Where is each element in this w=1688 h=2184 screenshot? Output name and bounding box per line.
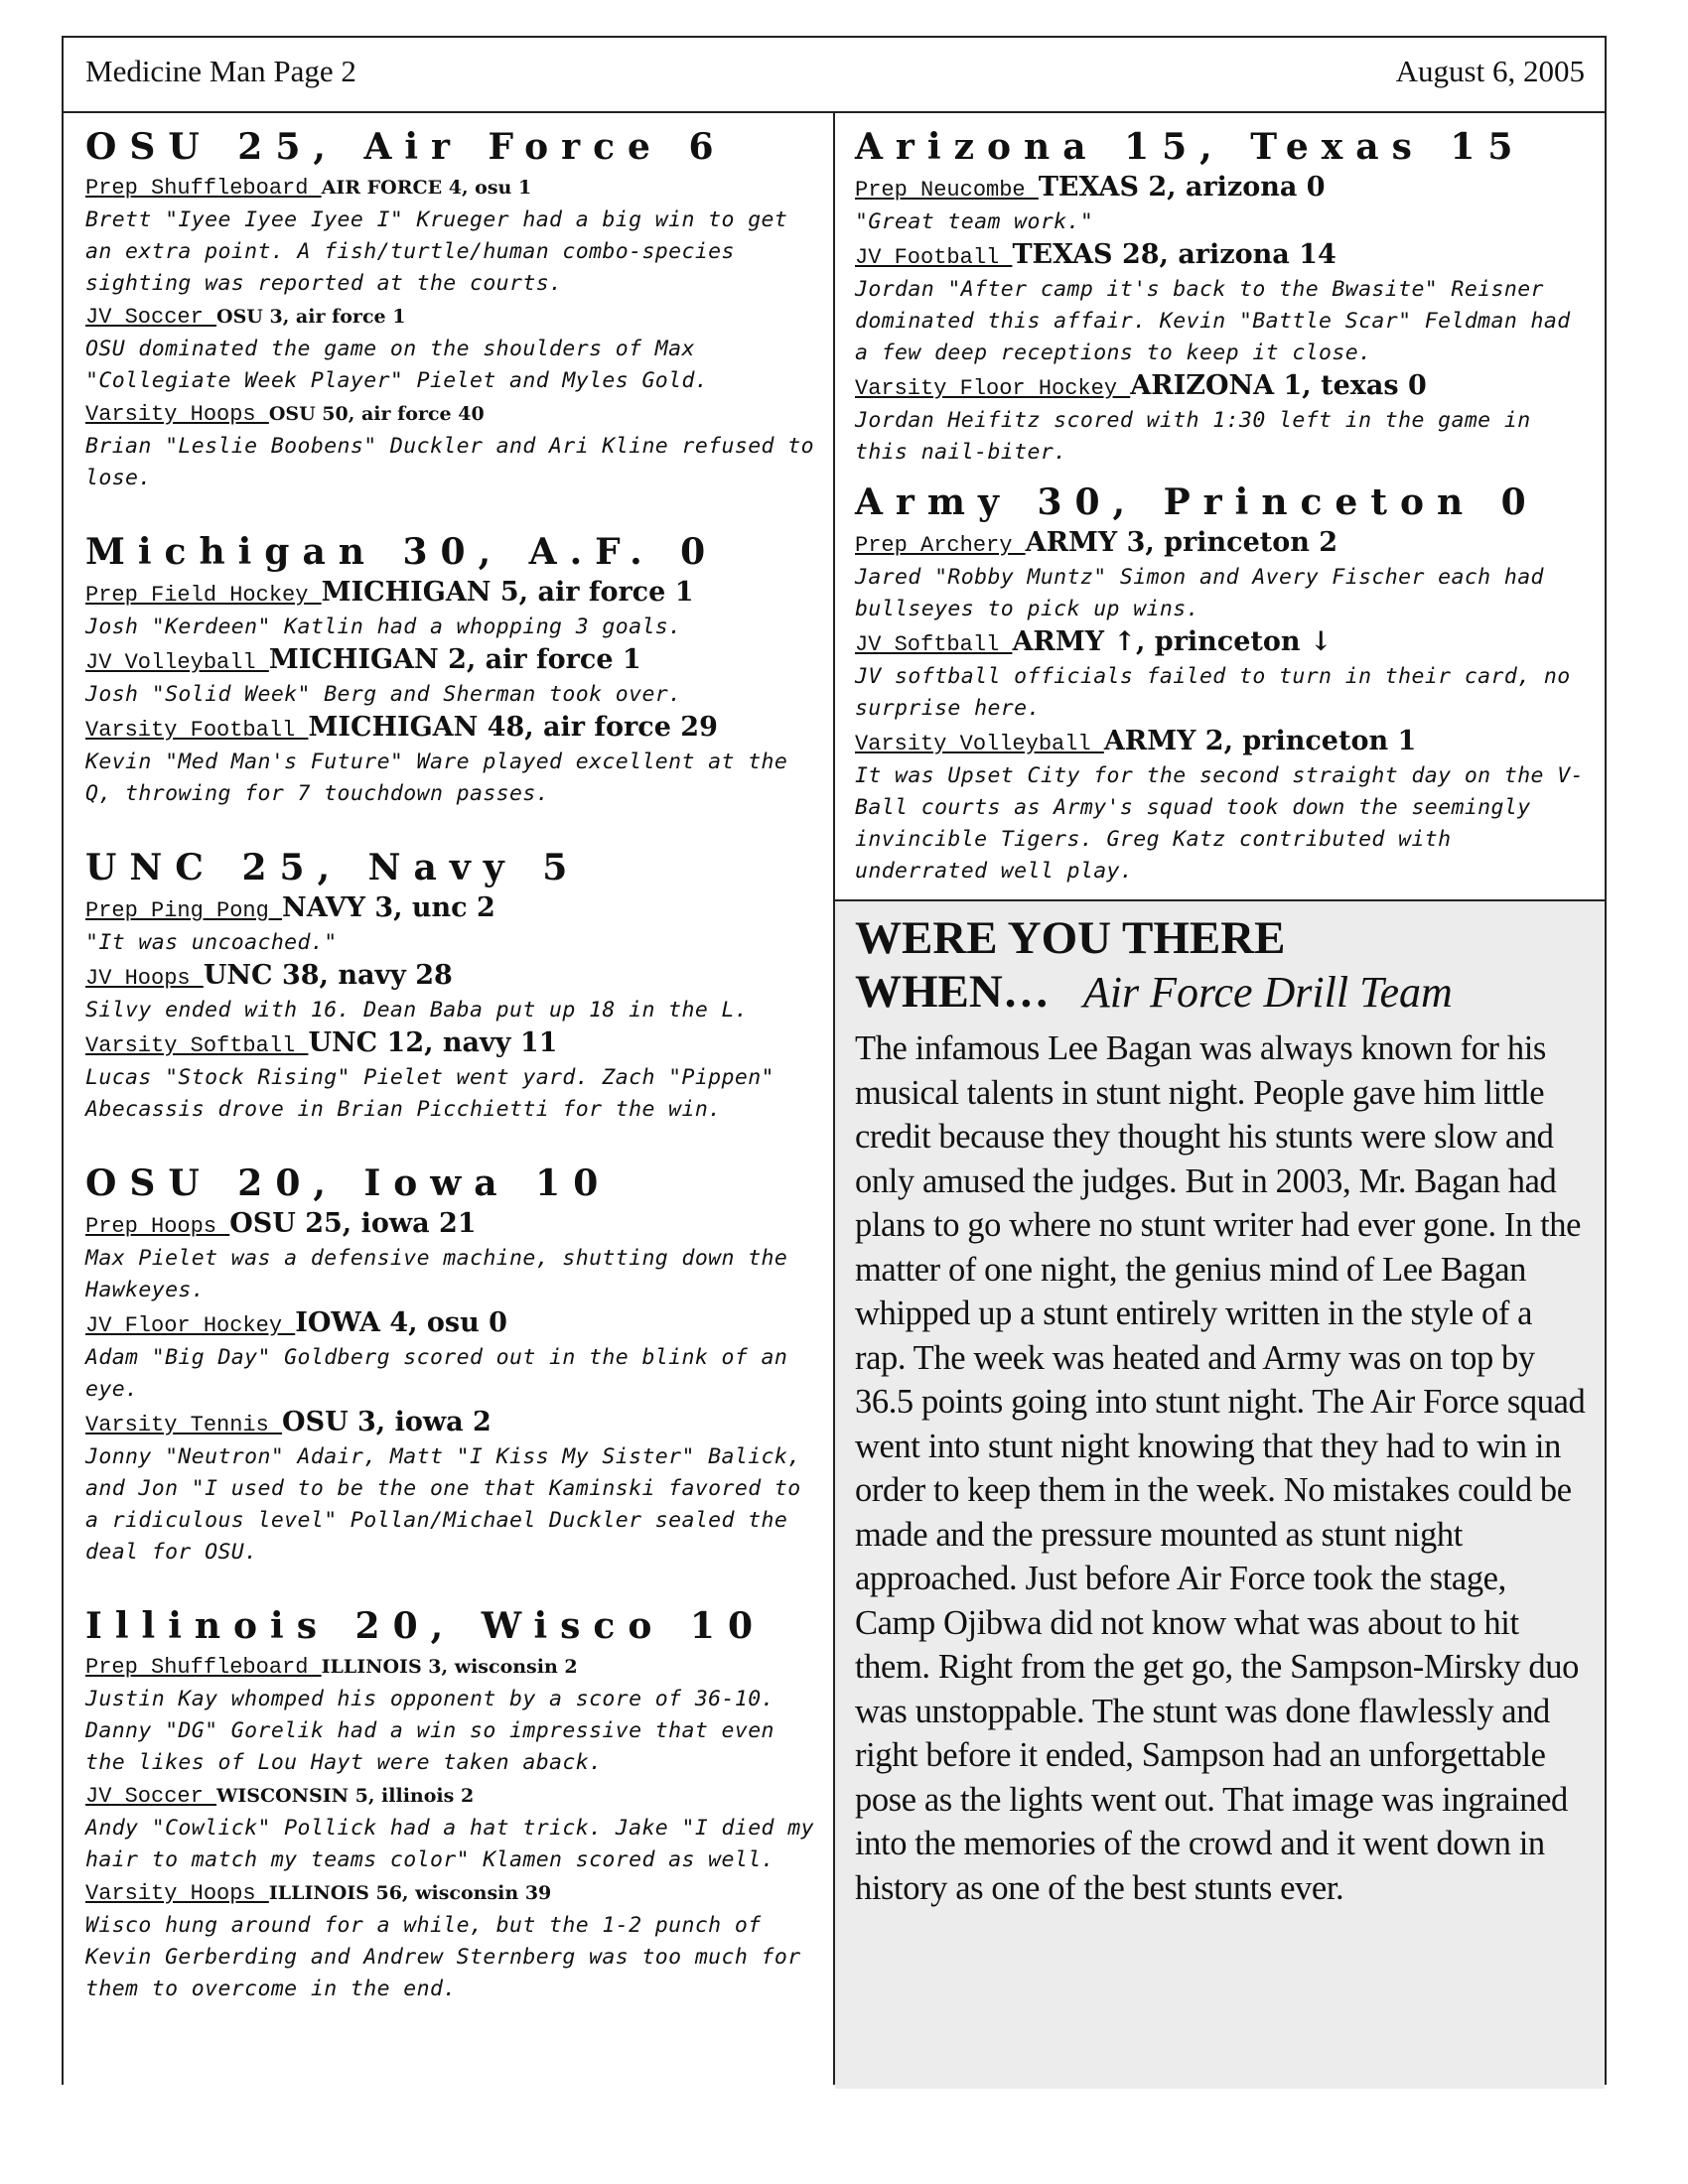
matchup-section — [855, 478, 1592, 887]
game-note: JV softball officials failed to turn in their card, no surprise here. — [855, 664, 1571, 721]
game-note: Brian "Leslie Boobens" Duckler and Ari Kline refused to lose. — [85, 434, 814, 490]
game-result-line — [85, 173, 820, 205]
game-note: Silvy ended with 16. Dean Baba put up 18 in the L. — [85, 998, 749, 1023]
game-level-label: Varsity Football — [85, 718, 309, 743]
game-note: Kevin "Med Man's Future" Ware played excellent at the Q, throwing for 7 touchdown passes. — [85, 750, 788, 806]
game-level-label: Varsity Hoops — [85, 402, 269, 427]
game-score: OSU 3, air force 1 — [216, 306, 406, 328]
matchup-headline: Arizona 15, Texas 15 — [855, 126, 1526, 168]
game-score: TEXAS 28, arizona 14 — [1012, 239, 1336, 270]
game-result-line — [855, 627, 1592, 661]
game-result — [85, 713, 820, 810]
feature-headline-line2 — [855, 965, 1453, 1019]
left-column — [85, 123, 820, 2039]
matchup-headline: Michigan 30, A.F. 0 — [85, 531, 719, 573]
game-result — [85, 1308, 820, 1406]
game-result — [85, 578, 820, 643]
page-header — [64, 38, 1605, 113]
game-level-label: Prep Shuffleboard — [85, 176, 322, 201]
game-level-label: Prep Shuffleboard — [85, 1655, 322, 1680]
game-level-label: JV Hoops — [85, 966, 204, 991]
game-result — [85, 645, 820, 711]
right-column — [855, 123, 1592, 897]
game-result-line — [85, 645, 820, 679]
game-score: OSU 25, iowa 21 — [229, 1208, 477, 1239]
matchup-section — [85, 1160, 820, 1569]
game-result — [855, 240, 1592, 369]
game-result — [85, 1652, 820, 1779]
feature-headline-line1: WERE YOU THERE — [855, 912, 1286, 964]
game-score: MICHIGAN 5, air force 1 — [321, 577, 694, 608]
feature-body: The infamous Lee Bagan was always known for his musical talents in stunt night. People gave him little credit because they thought his stunts were slow and only amused the judges. But in 2003, Mr. Bagan had plans to go where no stunt writer had ever gone. In the matter of one night, the genius mind of Lee Bagan whipped up a stunt entirely written in the style of a rap. The week was heated and Army was on top by 36.5 points going into stunt night. The Air Force squad went into stunt night knowing that they had to win in order to keep them in the week. No mistakes could be made and the pressure mounted as stunt night approached. Just before Air Force took the stage, Camp Ojibwa did not know what was about to hit them. Right from the get go, the Sampson-Mirsky duo was unstoppable. The stunt was done flawlessly and right before it ended, Sampson had an unforgettable pose as the lights went out. That image was ingrained into the memories of the crowd and it went down in history as one of the best stunts ever. — [855, 1029, 1586, 1907]
game-score: OSU 50, air force 40 — [268, 403, 485, 425]
game-note: Justin Kay whomped his opponent by a score of 36-10. Danny "DG" Gorelik had a win so impressive that even the likes of Lou Hayt were taken aback. — [85, 1687, 774, 1775]
game-level-label: Varsity Floor Hockey — [855, 376, 1131, 401]
game-note: It was Upset City for the second straight day on the V-Ball courts as Army's squad took down the seemingly invincible Tigers. Greg Katz contributed with underrated well play. — [855, 763, 1584, 884]
game-result — [855, 727, 1592, 887]
matchup-section — [85, 1602, 820, 2005]
game-score: ARIZONA 1, texas 0 — [1130, 370, 1427, 401]
game-note: Jordan "After camp it's back to the Bwasite" Reisner dominated this affair. Kevin "Battle Scar" Feldman had a few deep receptions to keep it close. — [855, 277, 1571, 365]
game-result — [85, 302, 820, 397]
game-result-line — [85, 1209, 820, 1243]
game-note: Max Pielet was a defensive machine, shutting down the Hawkeyes. — [85, 1246, 788, 1302]
game-level-label: Varsity Softball — [85, 1033, 309, 1058]
game-score: NAVY 3, unc 2 — [282, 892, 495, 923]
game-score: AIR FORCE 4, osu 1 — [321, 177, 532, 199]
game-level-label: JV Softball — [855, 632, 1013, 657]
game-level-label: JV Soccer — [85, 1784, 217, 1809]
game-result-line — [85, 1878, 820, 1910]
game-result-line — [85, 1028, 820, 1062]
game-result-line — [855, 727, 1592, 760]
feature-box — [835, 899, 1605, 2089]
game-note: Josh "Kerdeen" Katlin had a whopping 3 goals. — [85, 614, 682, 639]
game-result — [85, 1209, 820, 1306]
game-result-line — [85, 399, 820, 431]
game-score: UNC 38, navy 28 — [203, 960, 453, 991]
game-result — [85, 961, 820, 1026]
game-note: Jordan Heifitz scored with 1:30 left in the game in this nail-biter. — [855, 408, 1531, 465]
game-note: OSU dominated the game on the shoulders of Max "Collegiate Week Player" Pielet and Myles Gold. — [85, 337, 709, 393]
feature-headline-when: WHEN… — [855, 966, 1050, 1018]
game-result-line — [85, 1652, 820, 1684]
matchup-headline: Army 30, Princeton 0 — [855, 481, 1539, 523]
game-result-line — [855, 173, 1592, 206]
game-level-label: JV Floor Hockey — [85, 1313, 296, 1338]
matchup-headline: UNC 25, Navy 5 — [85, 847, 581, 888]
game-result — [85, 1878, 820, 2005]
issue-date: August 6, 2005 — [1395, 54, 1585, 88]
game-score: MICHIGAN 48, air force 29 — [308, 712, 718, 743]
matchup-headline: OSU 20, Iowa 10 — [85, 1162, 612, 1204]
game-result — [85, 893, 820, 959]
game-note: "Great team work." — [855, 209, 1094, 234]
game-result — [85, 1028, 820, 1126]
game-result-line — [85, 961, 820, 995]
game-result — [855, 627, 1592, 725]
game-score: ILLINOIS 56, wisconsin 39 — [268, 1882, 552, 1904]
game-result — [855, 528, 1592, 625]
newsletter-title: Medicine Man Page 2 — [85, 54, 356, 88]
game-result-line — [855, 371, 1592, 405]
feature-subtitle: Air Force Drill Team — [1082, 968, 1453, 1017]
game-level-label: JV Volleyball — [85, 650, 269, 675]
game-result-line — [85, 713, 820, 747]
game-score: ILLINOIS 3, wisconsin 2 — [321, 1656, 578, 1678]
game-note: Jared "Robby Muntz" Simon and Avery Fischer each had bullseyes to pick up wins. — [855, 565, 1544, 621]
game-result-line — [855, 240, 1592, 274]
game-score: IOWA 4, osu 0 — [295, 1307, 507, 1338]
game-note: Lucas "Stock Rising" Pielet went yard. Zach "Pippen" Abecassis drove in Brian Picchietti for the win. — [85, 1065, 774, 1122]
game-result-line — [85, 893, 820, 927]
game-result-line — [855, 528, 1592, 562]
game-level-label: Prep Archery — [855, 533, 1026, 558]
game-result — [85, 1781, 820, 1876]
game-score: WISCONSIN 5, illinois 2 — [216, 1785, 475, 1807]
game-result — [85, 173, 820, 300]
game-result — [855, 173, 1592, 238]
game-result — [85, 1408, 820, 1569]
game-note: Andy "Cowlick" Pollick had a hat trick. Jake "I died my hair to match my teams color" Klamen scored as well. — [85, 1816, 814, 1872]
game-result-line — [85, 1781, 820, 1813]
game-note: Josh "Solid Week" Berg and Sherman took over. — [85, 682, 682, 707]
game-note: Jonny "Neutron" Adair, Matt "I Kiss My Sister" Balick, and Jon "I used to be the one that Kaminski favored to a ridiculous level" Pollan/Michael Duckler sealed the deal for OSU. — [85, 1444, 801, 1565]
game-result-line — [85, 578, 820, 612]
matchup-section — [85, 123, 820, 494]
newsletter-page — [62, 36, 1607, 2085]
matchup-section — [85, 844, 820, 1126]
game-level-label: Varsity Hoops — [85, 1881, 269, 1906]
game-level-label: Prep Field Hockey — [85, 583, 322, 608]
game-level-label: JV Football — [855, 245, 1013, 270]
game-result-line — [85, 1308, 820, 1342]
game-note: "It was uncoached." — [85, 930, 338, 955]
game-note: Brett "Iyee Iyee Iyee I" Krueger had a big win to get an extra point. A fish/turtle/human combo-species sighting was reported at the courts. — [85, 207, 788, 296]
game-note: Adam "Big Day" Goldberg scored out in the blink of an eye. — [85, 1345, 788, 1402]
game-score: OSU 3, iowa 2 — [282, 1407, 492, 1437]
matchup-section — [85, 528, 820, 810]
game-score: ARMY ↑, princeton ↓ — [1012, 626, 1333, 657]
game-level-label: Varsity Tennis — [85, 1413, 283, 1437]
game-level-label: Prep Neucombe — [855, 178, 1039, 203]
game-level-label: Prep Hoops — [85, 1214, 230, 1239]
game-score: ARMY 3, princeton 2 — [1025, 527, 1338, 558]
game-result-line — [85, 1408, 820, 1441]
game-score: ARMY 2, princeton 1 — [1103, 726, 1417, 756]
game-result — [855, 371, 1592, 469]
game-score: TEXAS 2, arizona 0 — [1038, 172, 1326, 203]
game-level-label: Prep Ping Pong — [85, 898, 283, 923]
matchup-headline: OSU 25, Air Force 6 — [85, 126, 727, 168]
game-score: UNC 12, navy 11 — [308, 1027, 558, 1058]
game-result-line — [85, 302, 820, 334]
matchup-headline: Illinois 20, Wisco 10 — [85, 1605, 766, 1647]
game-score: MICHIGAN 2, air force 1 — [268, 644, 641, 675]
game-result — [85, 399, 820, 494]
game-level-label: Varsity Volleyball — [855, 732, 1104, 756]
matchup-section — [855, 123, 1592, 469]
game-note: Wisco hung around for a while, but the 1-2 punch of Kevin Gerberding and Andrew Sternberg was too much for them to overcome in the end. — [85, 1913, 801, 2001]
game-level-label: JV Soccer — [85, 305, 217, 330]
